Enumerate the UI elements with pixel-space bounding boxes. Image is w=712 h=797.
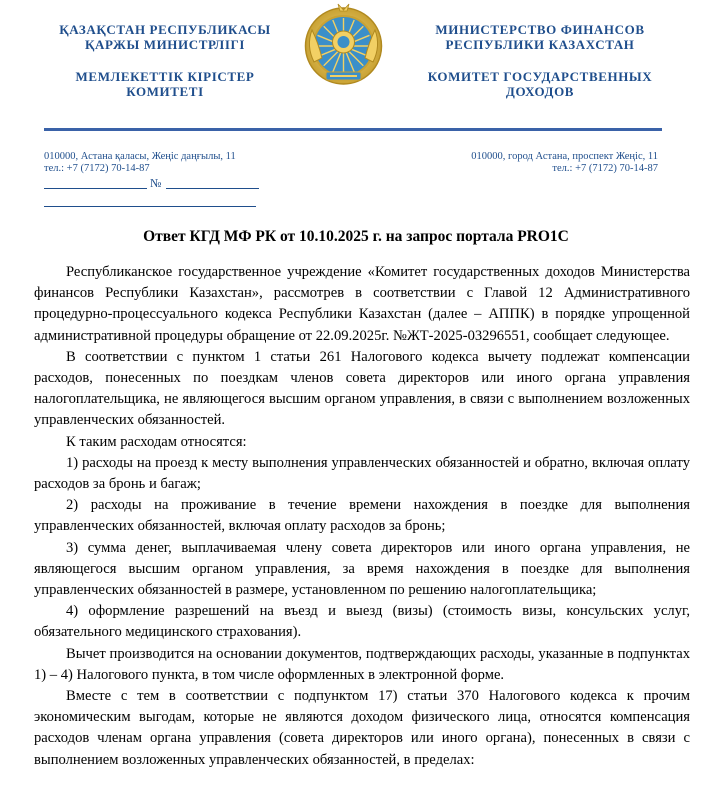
- paragraph: В соответствии с пунктом 1 статьи 261 Налогового кодекса вычету подлежат компенсации расходов, понесенных по поездкам членов совета директоров или иного органа управления налогоплательщика, не являющегося высшим органом управления, в связи с выполнением возложенных управленческих обязанностей.: [34, 348, 690, 429]
- left-phone: тел.: +7 (7172) 70-14-87: [44, 163, 150, 174]
- paragraph: Республиканское государственное учреждение «Комитет государственных доходов Министерства финансов Республики Казахстан», рассмотрев в соответствии с Главой 12 Административного процедурно-процессуального кодекса Республики Казахстан (далее – АППК) в порядке упрощенной административной процедуры обращение от 22.09.2025г. №ЖТ-2025-03296551, сообщает следующее.: [34, 264, 690, 344]
- list-item-paragraph: 2) расходы на проживание в течение времени нахождения в поездке для выполнения управленческих обязанностей, включая оплату расходов за бронь;: [34, 497, 690, 535]
- right-org-line: РЕСПУБЛИКИ КАЗАХСТАН: [445, 37, 635, 52]
- list-item-paragraph: 3) сумма денег, выплачиваемая члену совета директоров или иного органа управления, не являющегося высшим органом управления, за время нахождения в поездке для выполнения управленческих обязанностей в размере, установленном по решению налогоплательщика;: [34, 539, 690, 599]
- letterhead: [0, 0, 712, 140]
- header-divider: [44, 128, 662, 131]
- paragraph: Вычет производится на основании документов, подтверждающих расходы, указанные в подпунктах 1) – 4) Налогового пункта, в том числе оформленных в электронной форме.: [34, 645, 690, 683]
- list-item-paragraph: 4) оформление разрешений на въезд и выезд (визы) (стоимость визы, консульских услуг, обязательного медицинского страхования).: [34, 603, 690, 641]
- paragraph: Вместе с тем в соответствии с подпунктом 17) статьи 370 Налогового кодекса к прочим экономическим выгодам, которые не являются доходом физического лица, относятся компенсация расходов членам органа управления (совета директоров или иного органа), понесенных в связи с выполнением возложенных управленческих обязанностей, в пределах:: [34, 688, 690, 768]
- left-org-line: МЕМЛЕКЕТТІК КІРІСТЕР: [75, 69, 255, 84]
- left-organization-name: [40, 22, 290, 99]
- registration-number-field: [44, 176, 259, 190]
- right-phone: тел.: +7 (7172) 70-14-87: [552, 163, 658, 174]
- left-address: 010000, Астана қаласы, Жеңіс даңғылы, 11: [44, 151, 236, 162]
- registration-number-blank: [166, 188, 259, 189]
- paragraph: К таким расходам относятся:: [66, 433, 247, 450]
- right-org-line: КОМИТЕТ ГОСУДАРСТВЕННЫХ: [427, 69, 653, 84]
- right-address-block: [400, 151, 658, 175]
- document-title: Ответ КГД МФ РК от 10.10.2025 г. на запрос портала PRO1C: [143, 228, 569, 245]
- kazakhstan-state-emblem-icon: [300, 2, 387, 88]
- registration-second-blank: [44, 206, 256, 207]
- right-org-line: ДОХОДОВ: [505, 84, 575, 99]
- registration-date-blank: [44, 188, 147, 189]
- document-body: [34, 262, 690, 771]
- list-item-paragraph: 1) расходы на проезд к месту выполнения управленческих обязанностей и обратно, включая оплату расходов за бронь и багаж;: [34, 454, 690, 493]
- right-org-line: МИНИСТЕРСТВО ФИНАНСОВ: [435, 22, 645, 37]
- right-address: 010000, город Астана, проспект Жеңіс, 11: [471, 151, 658, 162]
- left-address-block: [44, 151, 304, 175]
- right-organization-name: [410, 22, 670, 99]
- number-sign: №: [150, 176, 162, 190]
- left-org-line: КОМИТЕТІ: [126, 84, 204, 99]
- left-org-line: ҚАЗАҚСТАН РЕСПУБЛИКАСЫ: [59, 22, 271, 37]
- left-org-line: ҚАРЖЫ МИНИСТРЛІГІ: [84, 37, 246, 52]
